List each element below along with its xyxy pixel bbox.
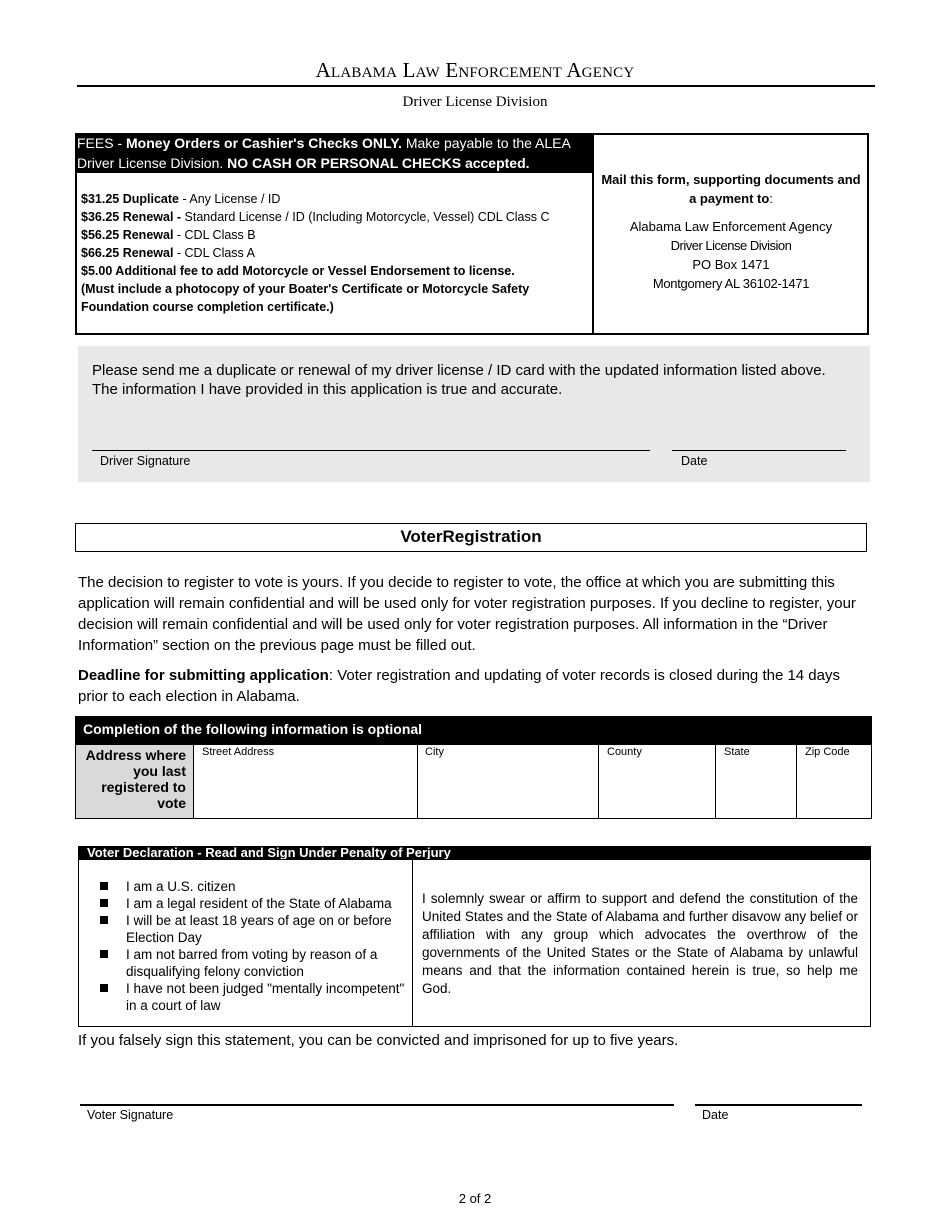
mail-instruction-bold: Mail this form, supporting documents and a payment to	[601, 172, 861, 206]
deadline-label: Deadline for submitting application	[78, 667, 329, 684]
additional-fee-text: $5.00 Additional fee to add Motorcycle or Vessel Endorsement to license.	[81, 264, 515, 278]
declaration-item-text: I am not barred from voting by reason of a disqualifying felony conviction	[126, 947, 378, 979]
fees-header-bold-2: NO CASH OR PERSONAL CHECKS accepted.	[227, 155, 530, 171]
optional-info-header: Completion of the following information is optional	[75, 716, 872, 744]
fee-desc: Standard License / ID (Including Motorcycle, Vessel) CDL Class C	[181, 210, 550, 224]
additional-note	[81, 280, 589, 316]
column-divider	[796, 745, 797, 818]
declaration-item	[95, 980, 405, 1014]
deadline-paragraph	[78, 665, 868, 707]
declaration-item-text: I am a legal resident of the State of Alabama	[126, 896, 392, 911]
square-bullet-icon	[100, 899, 108, 907]
mail-address-block	[598, 170, 864, 293]
square-bullet-icon	[100, 984, 108, 992]
declaration-item	[95, 946, 405, 980]
column-divider	[598, 745, 599, 818]
mail-line-2: Driver License Division	[670, 238, 792, 253]
mail-line-4: Montgomery AL 36102-1471	[652, 276, 810, 291]
declaration-item	[95, 895, 405, 912]
fee-desc: - CDL Class A	[173, 246, 255, 260]
fees-divider	[592, 133, 594, 335]
fees-header-bold-1: Money Orders or Cashier's Checks ONLY.	[126, 135, 402, 151]
county-field[interactable]: County	[607, 746, 642, 758]
fee-item	[81, 190, 589, 208]
voter-signature-label: Voter Signature	[87, 1108, 174, 1122]
additional-note-text: (Must include a photocopy of your Boater's Certificate or Motorcycle Safety Foundation course completion certificate.)	[81, 282, 530, 314]
fees-header-mid: Make payable to the ALEA Driver License Division.	[77, 135, 571, 171]
zip-code-field[interactable]: Zip Code	[805, 746, 850, 758]
previous-address-table	[75, 744, 872, 819]
state-field[interactable]: State	[724, 746, 750, 758]
fee-item	[81, 208, 589, 226]
fee-desc: - Any License / ID	[178, 192, 281, 206]
mail-instruction-colon: :	[769, 191, 773, 206]
address-label: Address where you last registered to vote	[85, 747, 186, 811]
mail-line-3: PO Box 1471	[692, 257, 770, 272]
fee-amount: $31.25 Duplicate	[81, 192, 179, 206]
fee-item	[81, 226, 589, 244]
perjury-warning: If you falsely sign this statement, you can be convicted and imprisoned for up to five years.	[78, 1032, 679, 1049]
voter-date-field[interactable]	[695, 1104, 862, 1106]
declaration-item-text: I am a U.S. citizen	[126, 879, 236, 894]
column-divider	[417, 745, 418, 818]
mail-instruction	[598, 170, 864, 208]
page-number: 2 of 2	[458, 1191, 492, 1206]
square-bullet-icon	[100, 916, 108, 924]
oath-text: I solemnly swear or affirm to support and defend the constitution of the United States and the State of Alabama and further disavow any belief or affiliation with any group which advocates the overthrow of the governments of the United States or the State of Alabama by unlawful means and that the information contained herein is true, so help me God.	[422, 891, 858, 996]
city-field[interactable]: City	[425, 746, 444, 758]
declaration-item-text: I have not been judged "mentally incompetent" in a court of law	[126, 981, 405, 1013]
declaration-header: Voter Declaration - Read and Sign Under Penalty of Perjury	[78, 846, 871, 859]
street-address-field[interactable]: Street Address	[202, 746, 275, 758]
division-title: Driver License Division	[402, 94, 548, 110]
fee-desc: - CDL Class B	[173, 228, 256, 242]
driver-signature-field[interactable]	[92, 450, 650, 451]
fee-amount: $36.25 Renewal -	[81, 210, 182, 224]
fee-amount: $66.25 Renewal	[81, 246, 174, 260]
declaration-list	[95, 878, 405, 1014]
column-divider	[193, 745, 194, 818]
declaration-item	[95, 878, 405, 895]
declaration-item-text: I will be at least 18 years of age on or before Election Day	[126, 913, 392, 945]
driver-date-field[interactable]	[672, 450, 846, 451]
affirmation-text: Please send me a duplicate or renewal of my driver license / ID card with the updated information listed above. The information I have provided in this application is true and accurate.	[92, 362, 826, 398]
voter-date-label: Date	[702, 1108, 729, 1122]
square-bullet-icon	[100, 950, 108, 958]
fees-header-prefix: FEES -	[77, 135, 127, 151]
column-divider	[715, 745, 716, 818]
mail-line-1: Alabama Law Enforcement Agency	[629, 219, 833, 234]
fees-header	[77, 133, 592, 173]
fee-item	[81, 244, 589, 262]
deadline-text: : Voter registration and updating of voter records is closed during the 14 days prior to each election in Alabama.	[78, 667, 840, 705]
square-bullet-icon	[100, 882, 108, 890]
driver-date-label: Date	[681, 454, 708, 468]
driver-signature-label: Driver Signature	[100, 454, 191, 468]
voter-intro: The decision to register to vote is yours. If you decide to register to vote, the office at which you are submitting this application will remain confidential and will be used only for voter registration purposes. If you decline to register, your decision will remain confidential and will be used only for voter registration purposes. All information in the “Driver Information” section on the previous page must be filled out.	[78, 574, 856, 654]
title-rule	[77, 85, 875, 87]
voter-registration-title: VoterRegistration	[400, 527, 542, 546]
agency-title: Alabama Law Enforcement Agency	[315, 58, 635, 82]
declaration-item	[95, 912, 405, 946]
declaration-divider	[412, 859, 413, 1027]
additional-fee	[81, 262, 589, 280]
fees-list	[81, 190, 589, 316]
voter-signature-field[interactable]	[80, 1104, 674, 1106]
fee-amount: $56.25 Renewal	[81, 228, 174, 242]
